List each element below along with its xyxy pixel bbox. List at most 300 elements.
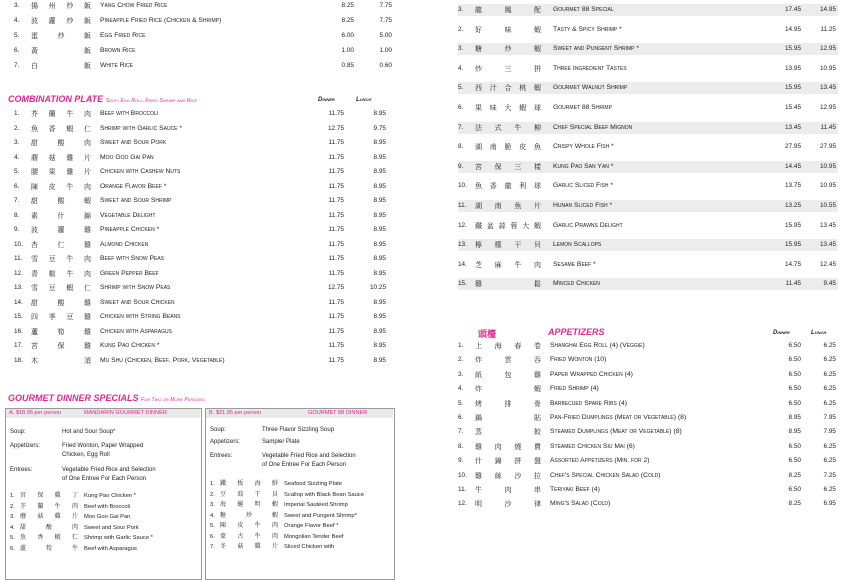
gourmet-a-soup: Hot and Sour Soup* xyxy=(62,429,116,435)
item-english-name: Chicken with Cashew Nuts xyxy=(100,168,181,175)
menu-item-row xyxy=(458,340,838,352)
item-dinner-price: 27.95 xyxy=(785,143,801,151)
item-english-name: Ming's Salad (Cold) xyxy=(550,500,611,508)
entree-number: 3. xyxy=(210,502,215,508)
menu-item-row xyxy=(458,180,838,192)
gourmet-b-name: GOURMET 88 DINNER xyxy=(308,410,368,416)
item-english-name: Chef's Special Chicken Salad (Cold) xyxy=(550,471,661,479)
item-number: 3. xyxy=(14,139,20,146)
item-dinner-price: 6.50 xyxy=(788,356,801,364)
item-number: 15. xyxy=(14,313,23,320)
item-dinner-price: 11.75 xyxy=(328,356,344,364)
item-dinner-price: 6.50 xyxy=(788,342,801,349)
item-chinese-name: 魚 香 龍 利 球 xyxy=(475,182,541,191)
entree-chinese-name: 宮 保 雞 丁 xyxy=(20,492,78,499)
rice-section xyxy=(14,0,394,75)
item-dinner-price: 11.75 xyxy=(328,298,344,306)
combo-title-text: COMBINATION PLATE xyxy=(8,94,104,104)
item-lunch-price: 0.60 xyxy=(379,62,392,69)
menu-item-row xyxy=(14,355,394,367)
item-english-name: Green Pepper Beef xyxy=(100,269,159,277)
item-english-name: Minced Chicken xyxy=(553,280,600,288)
entree-english-name: Beef with Asparagus xyxy=(84,545,137,552)
item-english-name: Sweet and Sour Chicken xyxy=(100,298,175,306)
gourmet-b-price: B. $21.95 per person xyxy=(209,410,262,416)
menu-item-row xyxy=(458,220,838,232)
item-number: 3. xyxy=(14,2,20,9)
item-english-name: Pan-Fried Dumplings (Meat or Vegetable) (8) xyxy=(550,414,687,421)
item-number: 5. xyxy=(458,84,464,92)
item-number: 12. xyxy=(14,269,23,277)
item-english-name: Crispy Whole Fish * xyxy=(553,143,614,151)
menu-item-row xyxy=(14,30,394,42)
combination-plate-title xyxy=(8,94,197,104)
menu-item-row xyxy=(14,239,394,251)
item-english-name: Sweet and Pungent Shrimp * xyxy=(553,45,640,53)
entree-number: 3. xyxy=(10,514,15,520)
item-number: 6. xyxy=(458,104,464,111)
item-dinner-price: 0.85 xyxy=(341,62,354,69)
menu-item-row xyxy=(14,45,394,57)
item-english-name: Moo Goo Gai Pan xyxy=(100,153,154,161)
menu-item-row xyxy=(14,181,394,193)
item-chinese-name: 揚 州 炒 飯 xyxy=(31,2,91,10)
item-lunch-price: 6.25 xyxy=(823,442,836,450)
gourmet-subtitle: For Two or More Persons xyxy=(141,397,205,403)
item-number: 11. xyxy=(458,486,467,493)
item-lunch-price: 8.95 xyxy=(373,211,386,219)
menu-item-row xyxy=(458,441,838,453)
gourmet-b-ent2: of One Entree For Each Person xyxy=(262,462,347,468)
item-number: 5. xyxy=(458,399,464,407)
menu-item-row xyxy=(458,43,838,55)
item-chinese-name: 果 味 大 蝦 球 xyxy=(475,104,541,112)
menu-item-row xyxy=(458,354,838,366)
entree-english-name: Mongolian Tender Beef xyxy=(284,533,344,540)
item-lunch-price: 6.25 xyxy=(823,385,836,393)
item-english-name: Tasty & Spicy Shrimp * xyxy=(553,25,622,33)
item-chinese-name: 糖 炒 蝦 xyxy=(475,45,541,54)
item-chinese-name: 波 蘿 雞 xyxy=(31,226,91,234)
menu-item-row xyxy=(458,484,838,496)
item-number: 10. xyxy=(458,182,467,190)
item-number: 11. xyxy=(14,255,23,262)
entree-number: 7. xyxy=(210,544,215,550)
item-lunch-price: 8.95 xyxy=(373,197,386,204)
item-dinner-price: 11.75 xyxy=(328,327,344,335)
item-dinner-price: 6.50 xyxy=(788,442,801,450)
item-lunch-price: 9.45 xyxy=(823,280,836,288)
item-dinner-price: 11.75 xyxy=(328,110,344,117)
entree-english-name: Seafood Sizzling Plate xyxy=(284,481,343,487)
item-english-name: Teriyaki Beef (4) xyxy=(550,486,600,493)
entree-chinese-name: 蘑 菇 雞 片 xyxy=(20,513,78,520)
item-chinese-name: 宮 保 三 樣 xyxy=(475,162,541,171)
item-chinese-name: 宮 保 雞 xyxy=(31,342,91,350)
item-english-name: Gourmet 88 Special xyxy=(553,6,614,13)
menu-item-row xyxy=(458,63,838,75)
entree-english-name: Sweet and Sour Pork xyxy=(84,524,139,531)
combo-dinner-label: Dinner xyxy=(318,97,335,103)
item-english-name: Vegetable Delight xyxy=(100,211,156,219)
item-lunch-price: 12.95 xyxy=(820,45,836,53)
item-dinner-price: 8.25 xyxy=(788,500,801,508)
item-english-name: Chicken with Asparagus xyxy=(100,327,172,335)
menu-item-row xyxy=(14,268,394,280)
item-number: 6. xyxy=(14,47,20,54)
gourmet-a-soup-label: Soup: xyxy=(10,429,26,435)
item-number: 9. xyxy=(458,457,464,465)
gourmet-a-app2: Chicken, Egg Roll xyxy=(62,452,110,458)
item-chinese-name: 烤 排 骨 xyxy=(475,399,541,408)
item-number: 7. xyxy=(14,62,20,69)
item-chinese-name: 雪 豆 牛 肉 xyxy=(31,255,91,263)
menu-item-row xyxy=(458,369,838,381)
menu-item-row xyxy=(14,282,394,294)
entree-row xyxy=(10,543,198,555)
item-english-name: Steamed Dumplings (Meat or Vegetable) (8) xyxy=(550,428,682,436)
entree-number: 5. xyxy=(10,535,15,541)
item-lunch-price: 6.25 xyxy=(823,342,836,349)
item-dinner-price: 11.75 xyxy=(328,182,344,190)
item-chinese-name: 甜 酸 肉 xyxy=(31,139,91,147)
item-number: 7. xyxy=(14,197,20,204)
entree-number: 5. xyxy=(210,523,215,529)
item-lunch-price: 7.75 xyxy=(379,17,392,24)
item-lunch-price: 5.00 xyxy=(379,32,392,39)
item-dinner-price: 13.25 xyxy=(785,202,801,209)
entree-chinese-name: 芥 蘭 牛 肉 xyxy=(20,502,78,510)
item-chinese-name: 紙 包 雞 xyxy=(475,370,541,379)
menu-item-row xyxy=(458,455,838,467)
entree-english-name: Sliced Chicken with xyxy=(284,544,335,550)
item-number: 14. xyxy=(14,298,23,306)
menu-item-row xyxy=(458,141,838,153)
item-english-name: Shanghai Egg Roll (4) (Veggie) xyxy=(550,342,645,349)
menu-item-row xyxy=(14,253,394,265)
item-dinner-price: 11.45 xyxy=(785,280,801,288)
item-dinner-price: 8.25 xyxy=(341,17,354,24)
item-chinese-name: 波 蘿 炒 飯 xyxy=(31,17,91,25)
item-lunch-price: 7.25 xyxy=(823,471,836,479)
item-number: 3. xyxy=(458,6,464,13)
item-chinese-name: 龍 鳳 配 xyxy=(475,6,541,14)
item-english-name: Kung Pao San Yan * xyxy=(553,162,614,170)
item-number: 16. xyxy=(14,327,23,335)
menu-item-row xyxy=(14,123,394,135)
menu-item-row xyxy=(458,24,838,36)
item-dinner-price: 6.50 xyxy=(788,457,801,465)
entree-chinese-name: 蒙 古 牛 肉 xyxy=(220,532,278,540)
menu-item-row xyxy=(458,122,838,134)
item-dinner-price: 13.75 xyxy=(785,182,801,190)
item-dinner-price: 11.75 xyxy=(328,211,344,219)
gourmet-title xyxy=(8,393,205,403)
item-chinese-name: 木 須 xyxy=(31,356,91,365)
item-dinner-price: 6.50 xyxy=(788,399,801,407)
item-chinese-name: 黃 飯 xyxy=(31,47,91,55)
gourmet-b-app1: Sampler Plate xyxy=(262,439,300,445)
entree-chinese-name: 冬 菇 雞 片 xyxy=(220,543,278,550)
item-number: 5. xyxy=(14,32,20,39)
menu-item-row xyxy=(14,311,394,323)
menu-item-row xyxy=(458,426,838,438)
item-dinner-price: 6.50 xyxy=(788,370,801,378)
item-lunch-price: 6.25 xyxy=(823,457,836,465)
menu-item-row xyxy=(458,259,838,271)
item-chinese-name: 什 錦 拼 盤 xyxy=(475,457,541,466)
entree-row xyxy=(210,541,392,553)
item-english-name: Sesame Beef * xyxy=(553,260,596,268)
item-chinese-name: 四 季 豆 雞 xyxy=(31,313,91,321)
menu-item-row xyxy=(14,195,394,207)
menu-item-row xyxy=(458,278,838,290)
item-lunch-price: 10.95 xyxy=(820,64,836,72)
item-lunch-price: 8.95 xyxy=(373,356,386,364)
gourmet-b-app-label: Appetizers: xyxy=(210,439,241,445)
item-dinner-price: 15.45 xyxy=(785,104,801,111)
menu-item-row xyxy=(14,297,394,309)
item-number: 13. xyxy=(14,284,23,291)
item-english-name: Yang Chow Fried Rice xyxy=(100,2,168,9)
menu-item-row xyxy=(458,102,838,114)
gourmet-a-app1: Fried Wonton, Paper Wrapped xyxy=(62,443,144,449)
item-lunch-price: 8.95 xyxy=(373,342,386,349)
item-english-name: Assorted Appetizers (Min. for 2) xyxy=(550,457,650,465)
item-number: 7. xyxy=(458,428,464,436)
item-number: 14. xyxy=(458,260,467,268)
item-dinner-price: 8.95 xyxy=(788,428,801,436)
entree-chinese-name: 陳 皮 牛 肉 xyxy=(220,522,278,529)
item-chinese-name: 上 海 春 卷 xyxy=(475,342,541,350)
menu-item-row xyxy=(14,108,394,120)
item-lunch-price: 10.95 xyxy=(820,162,836,170)
item-chinese-name: 雞 肉 燒 賣 xyxy=(475,442,541,451)
item-dinner-price: 11.75 xyxy=(328,139,344,146)
gourmet-b-soup: Three Flavor Sizzling Soup xyxy=(262,427,335,433)
entree-number: 6. xyxy=(210,533,215,540)
menu-item-row xyxy=(14,60,394,72)
entree-number: 6. xyxy=(10,545,15,552)
item-english-name: Gourmet 88 Shrimp xyxy=(553,104,612,111)
item-english-name: Beef with Broccoli xyxy=(100,110,159,117)
item-lunch-price: 7.95 xyxy=(823,428,836,436)
item-dinner-price: 11.75 xyxy=(328,342,344,349)
item-lunch-price: 7.95 xyxy=(823,414,836,421)
item-english-name: Chicken with String Beans xyxy=(100,313,181,320)
item-number: 8. xyxy=(14,211,20,219)
item-chinese-name: 蒸 餃 xyxy=(475,428,541,437)
item-lunch-price: 8.95 xyxy=(373,313,386,320)
item-chinese-name: 腰 果 雞 片 xyxy=(31,168,91,176)
item-english-name: Egg Fried Rice xyxy=(100,32,146,39)
item-english-name: Chef Special Beef Mignon xyxy=(553,123,633,131)
entree-number: 1. xyxy=(10,493,15,499)
item-lunch-price: 8.95 xyxy=(373,153,386,161)
item-lunch-price: 14.95 xyxy=(820,6,836,13)
entree-number: 1. xyxy=(210,481,215,487)
item-lunch-price: 6.25 xyxy=(823,486,836,493)
gourmet-a-app-label: Appetizers: xyxy=(10,443,41,449)
entree-chinese-name: 鐵 板 海 鮮 xyxy=(220,480,278,487)
entree-number: 2. xyxy=(10,503,15,510)
item-english-name: Beef with Snow Peas xyxy=(100,255,164,262)
gourmet-a-price: A. $18.95 per person xyxy=(9,410,62,416)
appetizers-title: APPETIZERS xyxy=(548,327,605,337)
entree-english-name: Sweet and Pungent Shrimp* xyxy=(284,512,357,519)
item-lunch-price: 10.95 xyxy=(820,182,836,190)
item-english-name: Gourmet Walnut Shrimp xyxy=(553,84,628,92)
item-english-name: Lemon Scallops xyxy=(553,241,602,249)
specials-list xyxy=(458,4,838,289)
item-chinese-name: 甜 酸 蝦 xyxy=(31,197,91,205)
item-chinese-name: 鍋 貼 xyxy=(475,414,541,422)
item-english-name: Orange Flavor Beef * xyxy=(100,182,167,190)
item-chinese-name: 好 味 蝦 xyxy=(475,25,541,34)
entree-chinese-name: 甜 酸 肉 xyxy=(20,523,78,531)
entree-english-name: Orange Flavor Beef * xyxy=(284,523,339,529)
item-lunch-price: 12.95 xyxy=(820,104,836,111)
item-dinner-price: 12.75 xyxy=(328,124,344,132)
item-chinese-name: 明 沙 律 xyxy=(475,500,541,509)
item-lunch-price: 13.45 xyxy=(820,241,836,249)
item-number: 3. xyxy=(458,370,464,378)
item-english-name: Almond Chicken xyxy=(100,240,149,248)
item-number: 13. xyxy=(458,241,467,249)
gourmet-a-ent-label: Entrees: xyxy=(10,467,33,473)
item-chinese-name: 素 什 錦 xyxy=(31,211,91,220)
menu-item-row xyxy=(458,383,838,395)
item-english-name: Fried Wonton (10) xyxy=(550,356,607,364)
item-english-name: Shrimp with Garlic Sauce * xyxy=(100,124,183,132)
item-lunch-price: 8.95 xyxy=(373,226,386,233)
entree-number: 4. xyxy=(210,512,215,519)
item-english-name: Sweet and Sour Shrimp xyxy=(100,197,172,204)
entree-english-name: Beef with Broccoli xyxy=(84,503,131,510)
entree-chinese-name: 海 蜒 明 蝦 xyxy=(220,501,278,508)
gourmet-b-soup-label: Soup: xyxy=(210,427,226,433)
entree-english-name: Kung Pao Chicken * xyxy=(84,493,136,499)
gourmet-a-items xyxy=(10,490,198,566)
item-number: 18. xyxy=(14,356,23,364)
item-number: 8. xyxy=(458,143,464,151)
gourmet-b-ent1: Vegetable Fried Rice and Selection xyxy=(262,453,356,459)
item-lunch-price: 8.95 xyxy=(373,110,386,117)
item-chinese-name: 芥 蘭 牛 肉 xyxy=(31,110,91,118)
item-number: 2. xyxy=(14,124,20,132)
item-number: 3. xyxy=(458,45,464,53)
entree-chinese-name: 魚 香 蝦 仁 xyxy=(20,534,78,541)
entree-english-name: Moo Goo Gai Pan xyxy=(84,514,131,520)
item-dinner-price: 11.75 xyxy=(328,153,344,161)
item-chinese-name: 蛋 炒 飯 xyxy=(31,32,91,40)
item-dinner-price: 14.45 xyxy=(785,162,801,170)
item-chinese-name: 炸 雲 吞 xyxy=(475,356,541,365)
item-number: 4. xyxy=(14,153,20,161)
menu-item-row xyxy=(14,326,394,338)
item-lunch-price: 10.55 xyxy=(820,202,836,209)
item-chinese-name: 甜 酸 雞 xyxy=(31,298,91,307)
item-english-name: Kung Pao Chicken * xyxy=(100,342,160,349)
item-lunch-price: 12.45 xyxy=(820,260,836,268)
item-dinner-price: 14.95 xyxy=(785,25,801,33)
item-english-name: Shrimp with Snow Peas xyxy=(100,284,171,291)
item-english-name: Barbecued Spare Ribs (4) xyxy=(550,399,628,407)
item-number: 6. xyxy=(14,182,20,190)
item-lunch-price: 9.75 xyxy=(373,124,386,132)
item-dinner-price: 11.75 xyxy=(328,226,344,233)
combo-lunch-label: Lunch xyxy=(356,97,372,103)
item-english-name: Sweet and Sour Pork xyxy=(100,139,167,146)
item-dinner-price: 11.75 xyxy=(328,197,344,204)
item-dinner-price: 8.95 xyxy=(788,414,801,421)
entree-english-name: Imperial Sautéed Shrimp xyxy=(284,502,348,508)
item-chinese-name: 雞 鬆 xyxy=(475,280,541,289)
item-number: 10. xyxy=(14,240,23,248)
menu-item-row xyxy=(458,398,838,410)
item-dinner-price: 11.75 xyxy=(328,269,344,277)
item-dinner-price: 15.95 xyxy=(785,241,801,249)
item-chinese-name: 青 椒 牛 肉 xyxy=(31,269,91,278)
item-lunch-price: 8.95 xyxy=(373,168,386,175)
item-number: 6. xyxy=(458,414,464,421)
gourmet-b-items xyxy=(210,478,392,566)
menu-item-row xyxy=(14,15,394,27)
item-number: 17. xyxy=(14,342,23,349)
item-number: 10. xyxy=(458,471,467,479)
item-english-name: Pineapple Fried Rice (Chicken & Shrimp) xyxy=(100,17,222,24)
item-chinese-name: 芝 麻 牛 肉 xyxy=(475,260,541,269)
item-english-name: Garlic Sliced Fish * xyxy=(553,182,614,190)
combo-subtitle: Soup, Egg Roll, Fried Shrimp and Rice xyxy=(105,98,198,104)
item-lunch-price: 1.00 xyxy=(379,47,392,54)
gourmet-a-name: MANDARIN GOURMET DINNER xyxy=(84,410,167,416)
appetizers-list xyxy=(458,340,838,520)
item-chinese-name: 炸 蝦 xyxy=(475,385,541,394)
item-lunch-price: 6.25 xyxy=(823,356,836,364)
menu-item-row xyxy=(458,239,838,251)
item-chinese-name: 鐵 盆 蒜 蓉 大 蝦 xyxy=(475,221,541,230)
item-chinese-name: 白 飯 xyxy=(31,62,91,70)
item-dinner-price: 11.75 xyxy=(328,168,344,175)
item-lunch-price: 10.25 xyxy=(370,284,386,291)
item-lunch-price: 8.95 xyxy=(373,298,386,306)
item-lunch-price: 8.95 xyxy=(373,255,386,262)
item-dinner-price: 12.75 xyxy=(328,284,344,291)
item-chinese-name: 魚 香 蝦 仁 xyxy=(31,124,91,133)
appetizers-lunch-label: Lunch xyxy=(811,330,827,336)
gourmet-a-ent2: of One Entree For Each Person xyxy=(62,476,147,482)
item-dinner-price: 1.00 xyxy=(341,47,354,54)
item-number: 4. xyxy=(458,385,464,393)
menu-item-row xyxy=(458,4,838,16)
menu-item-row xyxy=(458,470,838,482)
entree-english-name: Scallop with Black Bean Sauce xyxy=(284,491,364,498)
combo-list xyxy=(14,108,394,368)
item-dinner-price: 13.45 xyxy=(785,123,801,131)
item-english-name: Mu Shu (Chicken, Beef, Pork, Vegetable) xyxy=(100,356,225,364)
item-dinner-price: 15.95 xyxy=(785,45,801,53)
item-number: 7. xyxy=(458,123,464,131)
menu-item-row xyxy=(458,161,838,173)
item-lunch-price: 8.95 xyxy=(373,327,386,335)
item-number: 2. xyxy=(458,25,464,33)
menu-item-row xyxy=(14,166,394,178)
entree-chinese-name: 蘆 筍 牛 xyxy=(20,544,78,552)
item-chinese-name: 炒 三 拼 xyxy=(475,64,541,73)
item-chinese-name: 蘆 筍 雞 xyxy=(31,327,91,336)
item-dinner-price: 11.75 xyxy=(328,313,344,320)
